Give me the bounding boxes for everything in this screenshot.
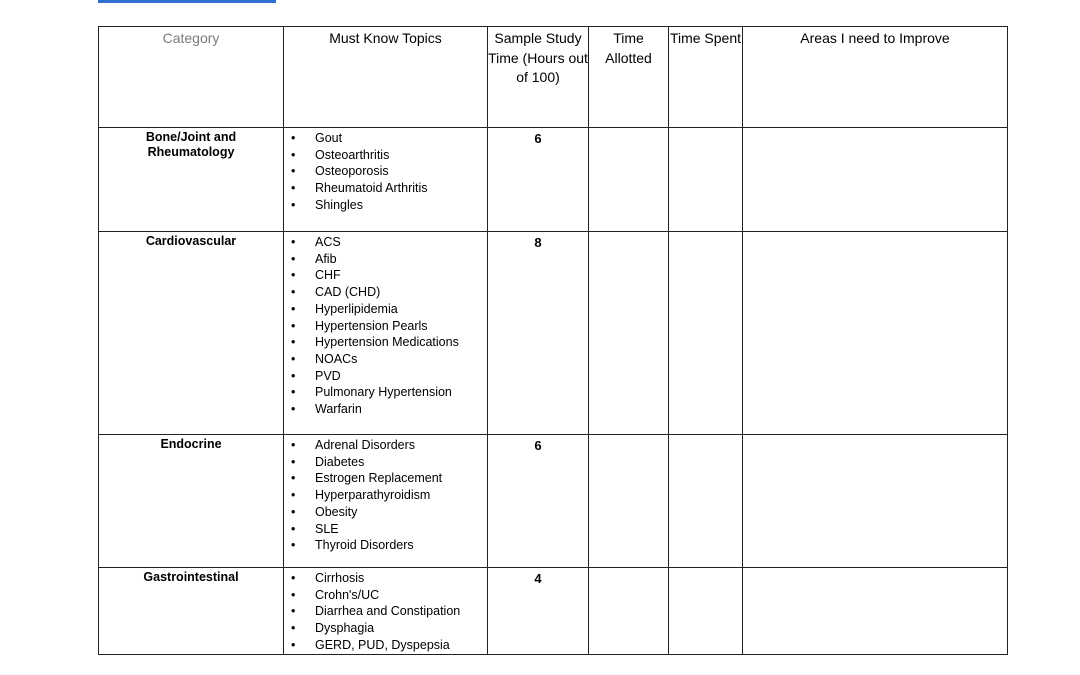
- topic-item: • Warfarin: [284, 401, 487, 418]
- header-topics: Must Know Topics: [284, 27, 488, 128]
- topic-item: • Hypertension Medications: [284, 334, 487, 351]
- header-category: Category: [99, 27, 284, 128]
- topic-item: • CAD (CHD): [284, 284, 487, 301]
- topics-list: [284, 570, 487, 654]
- header-areas-to-improve: Areas I need to Improve: [743, 27, 1008, 128]
- category-cell: Bone/Joint and Rheumatology: [99, 128, 284, 232]
- topic-item: • Adrenal Disorders: [284, 437, 487, 454]
- time-spent-cell[interactable]: [669, 568, 743, 655]
- table-row: [99, 568, 1008, 655]
- areas-to-improve-cell[interactable]: [743, 568, 1008, 655]
- topic-item: • Cirrhosis: [284, 570, 487, 587]
- time-allotted-cell[interactable]: [589, 232, 669, 435]
- table-row: [99, 435, 1008, 568]
- topic-item: • Diarrhea and Constipation: [284, 603, 487, 620]
- top-link-underline[interactable]: [98, 0, 276, 3]
- topics-list: [284, 234, 487, 418]
- table-row: [99, 232, 1008, 435]
- topic-item: • Osteoporosis: [284, 163, 487, 180]
- time-spent-cell[interactable]: [669, 232, 743, 435]
- header-time-allotted: Time Allotted: [589, 27, 669, 128]
- category-cell: Gastrointestinal: [99, 568, 284, 655]
- topic-item: • Rheumatoid Arthritis: [284, 180, 487, 197]
- areas-to-improve-cell[interactable]: [743, 232, 1008, 435]
- time-allotted-cell[interactable]: [589, 128, 669, 232]
- time-allotted-cell[interactable]: [589, 435, 669, 568]
- topics-list: [284, 437, 487, 554]
- topic-item: • Thyroid Disorders: [284, 537, 487, 554]
- topic-item: • Hyperlipidemia: [284, 301, 487, 318]
- topic-item: • Pulmonary Hypertension: [284, 384, 487, 401]
- topic-item: • SLE: [284, 521, 487, 538]
- category-cell: Cardiovascular: [99, 232, 284, 435]
- topic-item: • PVD: [284, 368, 487, 385]
- sample-study-hours-cell: 8: [488, 232, 589, 435]
- topic-item: • Crohn's/UC: [284, 587, 487, 604]
- topic-item: • Afib: [284, 251, 487, 268]
- time-spent-cell[interactable]: [669, 435, 743, 568]
- table-row: [99, 128, 1008, 232]
- header-time-spent: Time Spent: [669, 27, 743, 128]
- topics-cell: [284, 128, 488, 232]
- sample-study-hours-cell: 4: [488, 568, 589, 655]
- topics-cell: [284, 435, 488, 568]
- topic-item: • Gout: [284, 130, 487, 147]
- topic-item: • NOACs: [284, 351, 487, 368]
- topics-list: [284, 130, 487, 214]
- areas-to-improve-cell[interactable]: [743, 435, 1008, 568]
- time-spent-cell[interactable]: [669, 128, 743, 232]
- topic-item: • Osteoarthritis: [284, 147, 487, 164]
- sample-study-hours-cell: 6: [488, 128, 589, 232]
- category-cell: Endocrine: [99, 435, 284, 568]
- study-plan-table: [98, 26, 1008, 655]
- topic-item: • Shingles: [284, 197, 487, 214]
- topic-item: • Estrogen Replacement: [284, 470, 487, 487]
- topic-item: • Hypertension Pearls: [284, 318, 487, 335]
- table-header-row: [99, 27, 1008, 128]
- topic-item: • Obesity: [284, 504, 487, 521]
- time-allotted-cell[interactable]: [589, 568, 669, 655]
- topic-item: • Dysphagia: [284, 620, 487, 637]
- areas-to-improve-cell[interactable]: [743, 128, 1008, 232]
- topic-item: • GERD, PUD, Dyspepsia: [284, 637, 487, 654]
- topic-item: • Diabetes: [284, 454, 487, 471]
- topics-cell: [284, 568, 488, 655]
- topics-cell: [284, 232, 488, 435]
- topic-item: • ACS: [284, 234, 487, 251]
- topic-item: • Hyperparathyroidism: [284, 487, 487, 504]
- sample-study-hours-cell: 6: [488, 435, 589, 568]
- topic-item: • CHF: [284, 267, 487, 284]
- header-sample-study-time: Sample Study Time (Hours out of 100): [488, 27, 589, 128]
